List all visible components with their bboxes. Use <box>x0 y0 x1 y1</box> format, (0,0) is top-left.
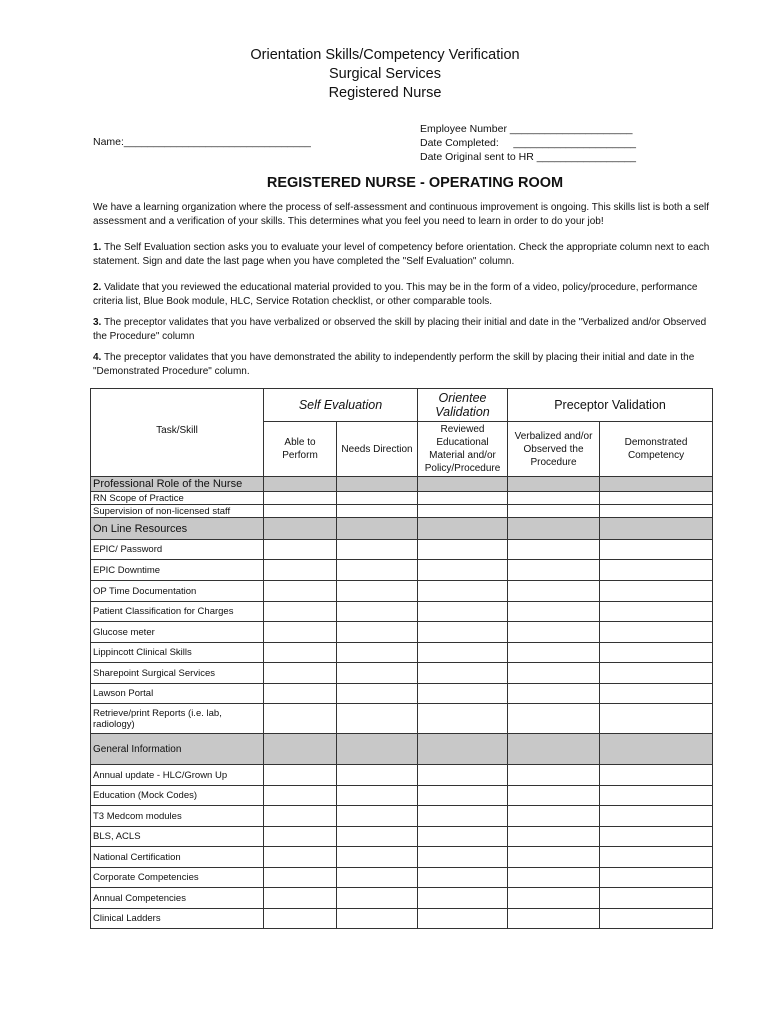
demonstrated-cell[interactable] <box>600 868 713 888</box>
able-to-perform-cell[interactable] <box>264 663 337 684</box>
verbalized-cell[interactable] <box>508 704 600 734</box>
document-title <box>0 46 770 103</box>
reviewed-cell[interactable] <box>418 477 508 492</box>
step-1 <box>93 241 713 268</box>
demonstrated-cell[interactable] <box>600 806 713 827</box>
table-row <box>91 622 713 643</box>
verbalized-cell[interactable] <box>508 888 600 909</box>
table-row <box>91 643 713 663</box>
needs-direction-cell[interactable] <box>337 868 418 888</box>
skill-label: Supervision of non-licensed staff <box>91 505 264 518</box>
able-to-perform-cell[interactable] <box>264 477 337 492</box>
step-3 <box>93 316 713 343</box>
needs-direction-cell[interactable] <box>337 602 418 622</box>
verbalized-cell[interactable] <box>508 477 600 492</box>
verbalized-cell[interactable] <box>508 540 600 560</box>
preceptor-validation-header: Preceptor Validation <box>508 389 713 422</box>
skill-label: OP Time Documentation <box>91 581 264 602</box>
needs-direction-cell[interactable] <box>337 765 418 786</box>
demonstrated-cell[interactable] <box>600 602 713 622</box>
verbalized-cell[interactable] <box>508 581 600 602</box>
section-label: On Line Resources <box>91 518 264 540</box>
table-row <box>91 560 713 581</box>
demonstrated-cell[interactable] <box>600 704 713 734</box>
needs-direction-cell[interactable] <box>337 786 418 806</box>
demonstrated-cell[interactable] <box>600 622 713 643</box>
needs-direction-cell[interactable] <box>337 477 418 492</box>
verbalized-cell[interactable] <box>508 560 600 581</box>
able-to-perform-header: Able to Perform <box>264 422 337 477</box>
demonstrated-cell[interactable] <box>600 477 713 492</box>
reviewed-cell[interactable] <box>418 765 508 786</box>
demonstrated-cell[interactable] <box>600 909 713 929</box>
table-row <box>91 505 713 518</box>
step-4-text: The preceptor validates that you have demonstrated the ability to independently perform the skill by placing their initial and date in the "Demonstrated Procedure" column. <box>93 352 695 377</box>
table-row <box>91 581 713 602</box>
table-row <box>91 663 713 684</box>
demonstrated-cell[interactable] <box>600 847 713 868</box>
reviewed-cell[interactable] <box>418 734 508 765</box>
able-to-perform-cell[interactable] <box>264 806 337 827</box>
step-2 <box>93 281 713 308</box>
needs-direction-cell[interactable] <box>337 847 418 868</box>
able-to-perform-cell[interactable] <box>264 518 337 540</box>
verbalized-observed-header: Verbalized and/or Observed the Procedure <box>508 422 600 477</box>
verbalized-cell[interactable] <box>508 847 600 868</box>
able-to-perform-cell[interactable] <box>264 602 337 622</box>
step-1-text: The Self Evaluation section asks you to evaluate your level of competency before orientation. Check the appropriate column next to each statement. Sign and date the last page when you have completed the "Self Evaluation" column. <box>93 242 710 267</box>
reviewed-cell[interactable] <box>418 806 508 827</box>
able-to-perform-cell[interactable] <box>264 492 337 505</box>
employee-number-field[interactable]: Employee Number _____________________ <box>420 123 633 135</box>
demonstrated-cell[interactable] <box>600 765 713 786</box>
section-row <box>91 734 713 765</box>
able-to-perform-cell[interactable] <box>264 786 337 806</box>
step-3-text: The preceptor validates that you have verbalized or observed the skill by placing their initial and date in the "Verbalized and/or Observed the Procedure" column <box>93 317 707 342</box>
table-row <box>91 704 713 734</box>
demonstrated-cell[interactable] <box>600 505 713 518</box>
step-1-number: 1. <box>93 242 102 253</box>
demonstrated-competency-header: Demonstrated Competency <box>600 422 713 477</box>
verbalized-cell[interactable] <box>508 734 600 765</box>
table-row <box>91 806 713 827</box>
skill-label: Annual Competencies <box>91 888 264 909</box>
reviewed-cell[interactable] <box>418 602 508 622</box>
reviewed-cell[interactable] <box>418 560 508 581</box>
reviewed-cell[interactable] <box>418 704 508 734</box>
reviewed-cell[interactable] <box>418 622 508 643</box>
step-4 <box>93 351 713 378</box>
skill-label: Education (Mock Codes) <box>91 786 264 806</box>
needs-direction-cell[interactable] <box>337 560 418 581</box>
able-to-perform-cell[interactable] <box>264 560 337 581</box>
skill-label: RN Scope of Practice <box>91 492 264 505</box>
skill-label: EPIC Downtime <box>91 560 264 581</box>
step-3-number: 3. <box>93 317 102 328</box>
reviewed-cell[interactable] <box>418 888 508 909</box>
reviewed-material-header: Reviewed Educational Material and/or Policy/Procedure <box>418 422 508 477</box>
able-to-perform-cell[interactable] <box>264 540 337 560</box>
section-label: Professional Role of the Nurse <box>91 477 264 492</box>
verbalized-cell[interactable] <box>508 684 600 704</box>
reviewed-cell[interactable] <box>418 540 508 560</box>
verbalized-cell[interactable] <box>508 622 600 643</box>
verbalized-cell[interactable] <box>508 806 600 827</box>
demonstrated-cell[interactable] <box>600 888 713 909</box>
orientee-validation-header: Orientee Validation <box>418 389 508 422</box>
demonstrated-cell[interactable] <box>600 560 713 581</box>
able-to-perform-cell[interactable] <box>264 622 337 643</box>
employee-info <box>420 122 636 164</box>
title-line-3: Registered Nurse <box>328 85 442 101</box>
skill-label: Patient Classification for Charges <box>91 602 264 622</box>
demonstrated-cell[interactable] <box>600 581 713 602</box>
skill-label: Retrieve/print Reports (i.e. lab, radiology) <box>91 704 264 734</box>
table-row <box>91 602 713 622</box>
skill-label: Annual update - HLC/Grown Up <box>91 765 264 786</box>
task-skill-header: Task/Skill <box>91 389 264 477</box>
needs-direction-cell[interactable] <box>337 827 418 847</box>
needs-direction-cell[interactable] <box>337 704 418 734</box>
needs-direction-cell[interactable] <box>337 734 418 765</box>
needs-direction-cell[interactable] <box>337 492 418 505</box>
demonstrated-cell[interactable] <box>600 518 713 540</box>
reviewed-cell[interactable] <box>418 868 508 888</box>
skill-label: Sharepoint Surgical Services <box>91 663 264 684</box>
able-to-perform-cell[interactable] <box>264 684 337 704</box>
verbalized-cell[interactable] <box>508 765 600 786</box>
main-heading: REGISTERED NURSE - OPERATING ROOM <box>266 175 564 191</box>
section-row <box>91 518 713 540</box>
verbalized-cell[interactable] <box>508 602 600 622</box>
table-row <box>91 684 713 704</box>
able-to-perform-cell[interactable] <box>264 909 337 929</box>
needs-direction-cell[interactable] <box>337 581 418 602</box>
table-row <box>91 888 713 909</box>
reviewed-cell[interactable] <box>418 847 508 868</box>
demonstrated-cell[interactable] <box>600 643 713 663</box>
demonstrated-cell[interactable] <box>600 786 713 806</box>
reviewed-cell[interactable] <box>418 581 508 602</box>
demonstrated-cell[interactable] <box>600 540 713 560</box>
skill-label: EPIC/ Password <box>91 540 264 560</box>
skills-table <box>90 388 713 929</box>
verbalized-cell[interactable] <box>508 786 600 806</box>
reviewed-cell[interactable] <box>418 643 508 663</box>
demonstrated-cell[interactable] <box>600 684 713 704</box>
needs-direction-cell[interactable] <box>337 909 418 929</box>
skill-label: National Certification <box>91 847 264 868</box>
demonstrated-cell[interactable] <box>600 734 713 765</box>
table-row <box>91 827 713 847</box>
reviewed-cell[interactable] <box>418 492 508 505</box>
able-to-perform-cell[interactable] <box>264 827 337 847</box>
date-original-field[interactable]: Date Original sent to HR _________________ <box>420 151 636 163</box>
verbalized-cell[interactable] <box>508 663 600 684</box>
intro-paragraph: We have a learning organization where the process of self-assessment and continuous improvement is ongoing. This skills list is both a self assessment and a verification of your skills. This determines what you feel you need to learn in order to do your job! <box>93 202 710 227</box>
date-completed-field[interactable]: Date Completed: _____________________ <box>420 137 637 149</box>
reviewed-cell[interactable] <box>418 518 508 540</box>
able-to-perform-cell[interactable] <box>264 888 337 909</box>
table-row <box>91 868 713 888</box>
able-to-perform-cell[interactable] <box>264 868 337 888</box>
title-line-1: Orientation Skills/Competency Verification <box>250 47 520 63</box>
title-line-2: Surgical Services <box>328 66 441 82</box>
verbalized-cell[interactable] <box>508 505 600 518</box>
able-to-perform-cell[interactable] <box>264 734 337 765</box>
step-2-text: Validate that you reviewed the educational material provided to you. This may be in the form of a video, policy/procedure, performance criteria list, Blue Book module, HLC, Service Rotation checklist, or other comparable tools. <box>93 282 698 307</box>
reviewed-cell[interactable] <box>418 827 508 847</box>
section-row <box>91 477 713 492</box>
step-2-number: 2. <box>93 282 102 293</box>
skill-label: Corporate Competencies <box>91 868 264 888</box>
reviewed-cell[interactable] <box>418 909 508 929</box>
skill-label: Lawson Portal <box>91 684 264 704</box>
verbalized-cell[interactable] <box>508 518 600 540</box>
able-to-perform-cell[interactable] <box>264 847 337 868</box>
reviewed-cell[interactable] <box>418 663 508 684</box>
verbalized-cell[interactable] <box>508 492 600 505</box>
demonstrated-cell[interactable] <box>600 663 713 684</box>
table-row <box>91 540 713 560</box>
verbalized-cell[interactable] <box>508 643 600 663</box>
needs-direction-cell[interactable] <box>337 888 418 909</box>
name-field[interactable]: Name:________________________________ <box>93 136 311 148</box>
self-evaluation-header: Self Evaluation <box>264 389 418 422</box>
needs-direction-cell[interactable] <box>337 643 418 663</box>
able-to-perform-cell[interactable] <box>264 505 337 518</box>
table-row <box>91 847 713 868</box>
needs-direction-cell[interactable] <box>337 663 418 684</box>
table-row <box>91 765 713 786</box>
demonstrated-cell[interactable] <box>600 492 713 505</box>
skill-label: BLS, ACLS <box>91 827 264 847</box>
needs-direction-cell[interactable] <box>337 540 418 560</box>
able-to-perform-cell[interactable] <box>264 765 337 786</box>
able-to-perform-cell[interactable] <box>264 704 337 734</box>
table-row <box>91 786 713 806</box>
skill-label: Glucose meter <box>91 622 264 643</box>
demonstrated-cell[interactable] <box>600 827 713 847</box>
table-row <box>91 492 713 505</box>
verbalized-cell[interactable] <box>508 827 600 847</box>
needs-direction-cell[interactable] <box>337 806 418 827</box>
needs-direction-header: Needs Direction <box>337 422 418 477</box>
able-to-perform-cell[interactable] <box>264 581 337 602</box>
needs-direction-cell[interactable] <box>337 505 418 518</box>
verbalized-cell[interactable] <box>508 868 600 888</box>
verbalized-cell[interactable] <box>508 909 600 929</box>
reviewed-cell[interactable] <box>418 684 508 704</box>
needs-direction-cell[interactable] <box>337 518 418 540</box>
section-label: General Information <box>91 734 264 765</box>
able-to-perform-cell[interactable] <box>264 643 337 663</box>
needs-direction-cell[interactable] <box>337 622 418 643</box>
reviewed-cell[interactable] <box>418 786 508 806</box>
needs-direction-cell[interactable] <box>337 684 418 704</box>
skill-label: Clinical Ladders <box>91 909 264 929</box>
skill-label: Lippincott Clinical Skills <box>91 643 264 663</box>
skill-label: T3 Medcom modules <box>91 806 264 827</box>
step-4-number: 4. <box>93 352 102 363</box>
reviewed-cell[interactable] <box>418 505 508 518</box>
table-row <box>91 909 713 929</box>
